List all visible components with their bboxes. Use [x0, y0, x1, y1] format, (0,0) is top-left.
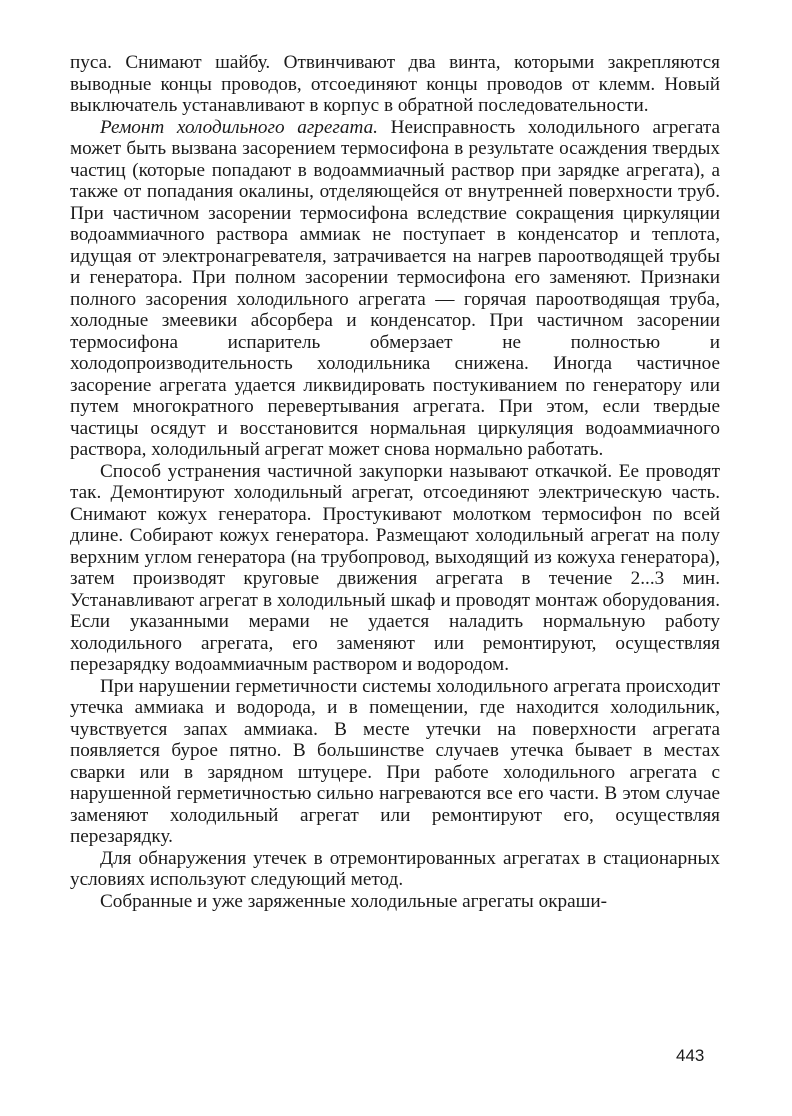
paragraph-body: Неисправность холодильного агрегата может быть вызвана засорением термосифона в результате осаждения твердых частиц (которые попадают в водоаммиачный раствор при зарядке агрегата), а также от попадания окалины, отделяющейся от внутренней поверхности труб. При частичном засорении термосифона вследствие сокращения циркуляции водоаммиачного раствора аммиак не поступает в конденсатор и теплота, идущая от электронагревателя, затрачивается на нагрев пароотводящей трубы и генератора. При полном засорении термосифона его заменяют. Признаки полного засорения холодильного агрегата — горячая пароотводящая труба, холодные змеевики абсорбера и конденсатор. При частичном засорении термосифона испаритель обмерзает не полностью и холодопроизводительность холодильника снижена. Иногда частичное засорение агрегата удается ликвидировать постукиванием по генератору или путем многократного перевертывания агрегата. При этом, если твердые частицы осядут и восстановится нормальная циркуляция водоаммиачного раствора, холодильный агрегат может снова нормально работать.	[70, 116, 721, 460]
paragraph-refrigeration-unit-repair	[70, 117, 720, 461]
paragraph-continuation: пуса. Снимают шайбу. Отвинчивают два винта, которыми закрепляются выводные концы проводов, отсоединяют концы проводов от клемм. Новый выключатель устанавливают в корпус в обратной последовательности.	[70, 52, 720, 116]
paragraph-pumping-method: Способ устранения частичной закупорки называют откачкой. Ее проводят так. Демонтируют холодильный агрегат, отсоединяют электрическую часть. Снимают кожух генератора. Простукивают молотком термосифон по всей длине. Собирают кожух генератора. Размещают холодильный агрегат на полу верхним углом генератора (на трубопровод, выходящий из кожуха генератора), затем производят круговые движения агрегата в течение 2...3 мин. Устанавливают агрегат в холодильный шкаф и проводят монтаж оборудования. Если указанными мерами не удается наладить нормальную работу холодильного агрегата, его заменяют или ремонтируют, осуществляя перезарядку водоаммиачным раствором и водородом.	[70, 460, 720, 675]
page-text	[70, 52, 720, 912]
paragraph-leak-detection: Для обнаружения утечек в отремонтированных агрегатах в стационарных условиях используют следующий метод.	[70, 847, 720, 890]
paragraph-leak: При нарушении герметичности системы холодильного агрегата происходит утечка аммиака и водорода, и в помещении, где находится холодильник, чувствуется запах аммиака. В месте утечки на поверхности агрегата появляется бурое пятно. В большинстве случаев утечка бывает в местах сварки или в зарядном штуцере. При работе холодильного агрегата с нарушенной герметичностью сильно нагреваются все его части. В этом случае заменяют холодильный агрегат или ремонтируют его, осуществляя перезарядку.	[70, 675, 720, 847]
section-lede: Ремонт холодильного агрегата.	[100, 116, 378, 138]
paragraph-painting: Собранные и уже заряженные холодильные агрегаты окраши-	[100, 890, 608, 912]
page-number: 443	[676, 1046, 705, 1065]
